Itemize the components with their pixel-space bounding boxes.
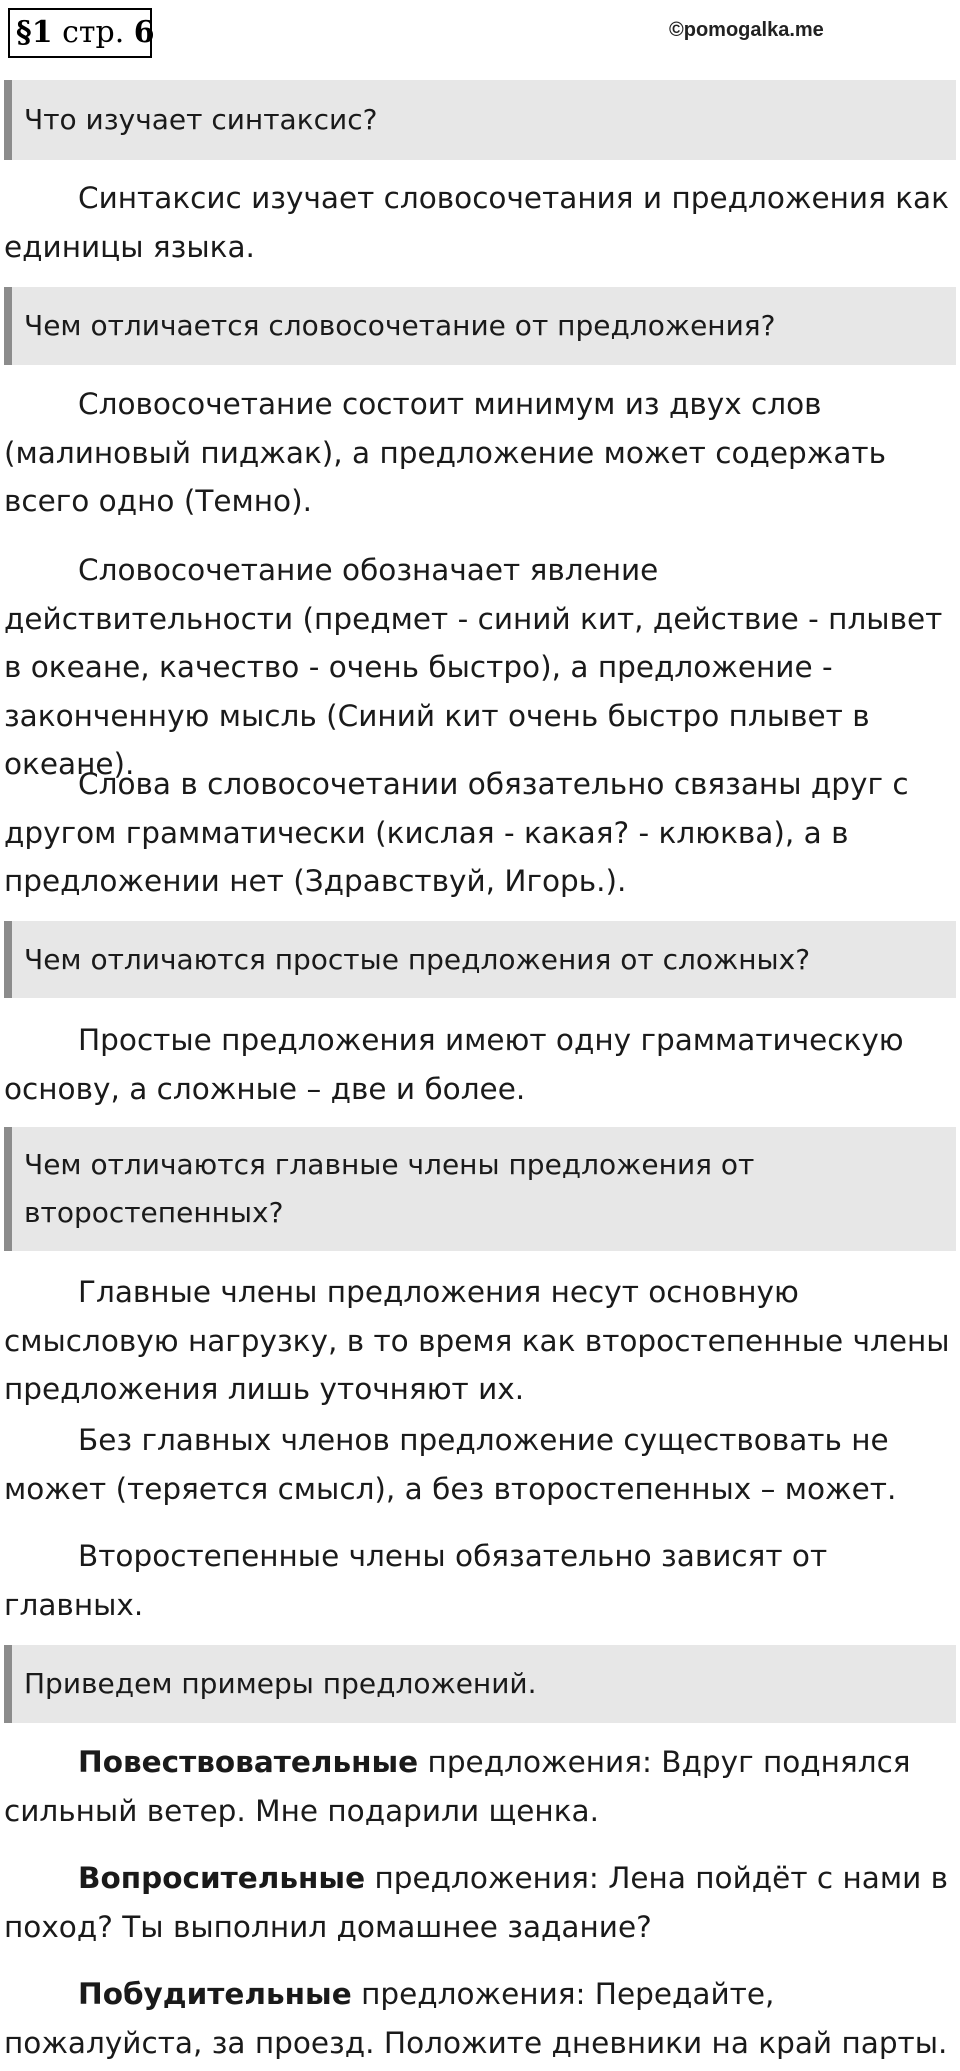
- answer-2-paragraph-3: Слова в словосочетании обязательно связаны друг с другом грамматически (кислая - какая? - клюква), а в предложении нет (Здравствуй, Игорь.).: [4, 767, 909, 898]
- answer-3: Простые предложения имеют одну грамматическую основу, а сложные – две и более.: [4, 1023, 904, 1106]
- watermark: ©pomogalka.me: [669, 19, 824, 41]
- example-declarative: Повествовательные предложения: Вдруг поднялся сильный ветер. Мне подарили щенка.: [4, 1745, 911, 1828]
- section-number: §1: [16, 15, 53, 50]
- answer-1: Синтаксис изучает словосочетания и предложения как единицы языка.: [4, 181, 949, 264]
- question-1: Что изучает синтаксис?: [4, 80, 956, 160]
- example-imperative: Побудительные предложения: Передайте, пожалуйста, за проезд. Положите дневники на край парты.: [4, 1977, 948, 2060]
- answer-2-paragraph-2: Словосочетание обозначает явление действительности (предмет - синий кит, действие - плывет в океане, качество - очень быстро), а предложение - законченную мысль (Синий кит очень быстро плывет в океане).: [4, 553, 943, 781]
- page-number: 6: [133, 15, 155, 50]
- answer-4-paragraph-3: Второстепенные члены обязательно зависят от главных.: [4, 1539, 828, 1622]
- answer-4-paragraph-2: Без главных членов предложение существовать не может (теряется смысл), а без второстепенных – может.: [4, 1423, 897, 1506]
- answer-2-paragraph-1: Словосочетание состоит минимум из двух слов (малиновый пиджак), а предложение может содержать всего одно (Темно).: [4, 387, 887, 518]
- answer-4-paragraph-1: Главные члены предложения несут основную смысловую нагрузку, в то время как второстепенные члены предложения лишь уточняют их.: [4, 1275, 950, 1406]
- question-3: Чем отличаются простые предложения от сложных?: [4, 921, 956, 998]
- example-interrogative: Вопросительные предложения: Лена пойдёт с нами в поход? Ты выполнил домашнее задание?: [4, 1861, 949, 1944]
- question-2: Чем отличается словосочетание от предложения?: [4, 287, 956, 365]
- question-5: Приведем примеры предложений.: [4, 1645, 956, 1723]
- page-label: стр.: [62, 15, 125, 50]
- question-4: Чем отличаются главные члены предложения от второстепенных?: [4, 1127, 956, 1251]
- section-badge: [8, 8, 155, 58]
